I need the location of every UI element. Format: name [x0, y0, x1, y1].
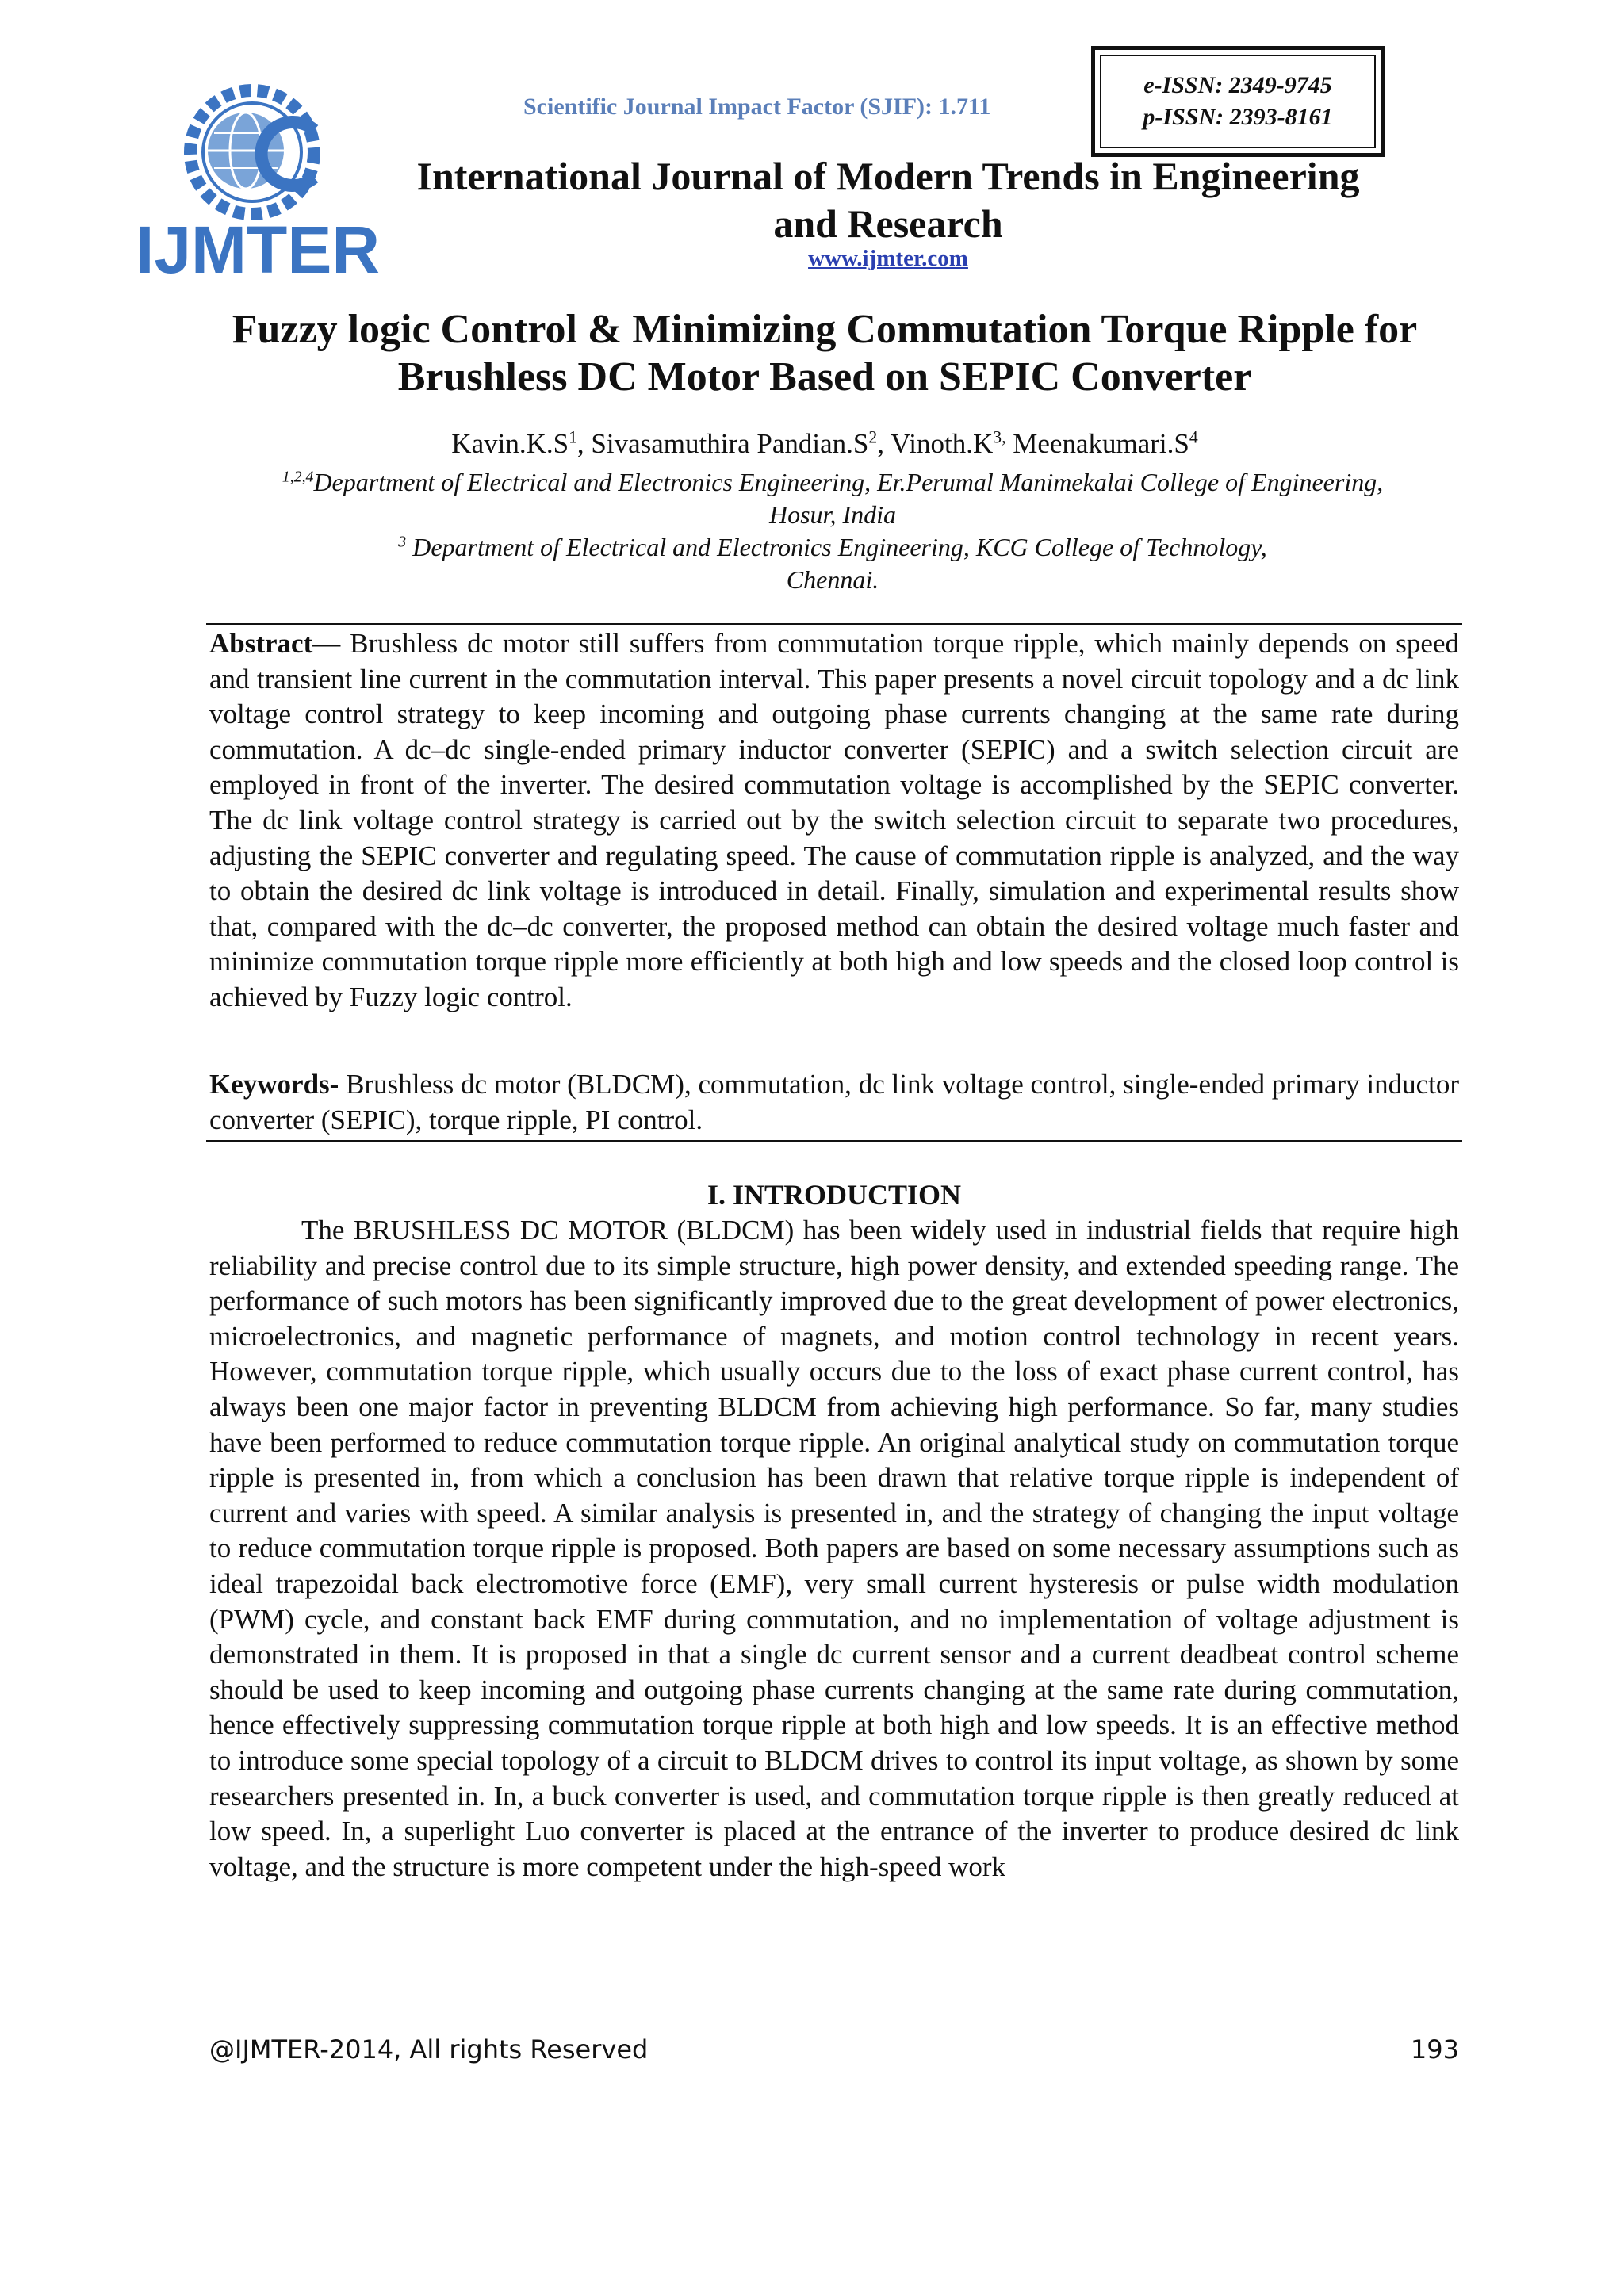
- eissn: e-ISSN: 2349-9745: [1143, 72, 1332, 98]
- journal-line-2: and Research: [773, 201, 1003, 246]
- affiliation-2-line-2: Chennai.: [786, 565, 879, 594]
- title-line-2: Brushless DC Motor Based on SEPIC Converter: [397, 354, 1252, 400]
- abstract-label: Abstract: [209, 628, 313, 659]
- copyright-footer: @IJMTER-2014, All rights Reserved: [209, 2034, 649, 2064]
- abstract-text: — Brushless dc motor still suffers from commutation torque ripple, which mainly depends on speed and transient line current in the commutation interval. This paper presents a novel circuit topology and a dc link voltage control strategy to keep incoming and outgoing phase currents changing at the same rate during commutation. A dc–dc single-ended primary inductor converter (SEPIC) and a switch selection circuit are employed in front of the inverter. The desired commutation voltage is accomplished by the SEPIC converter. The dc link voltage control strategy is carried out by the switch selection circuit to separate two procedures, adjusting the SEPIC converter and regulating speed. The cause of commutation ripple is analyzed, and the way to obtain the desired dc link voltage is introduced in detail. Finally, simulation and experimental results show that, compared with the dc–dc converter, the proposed method can obtain the desired voltage much faster and minimize commutation torque ripple more efficiently at both high and low speeds and the closed loop control is achieved by Fuzzy logic control.: [209, 628, 1459, 1012]
- impact-factor: Scientific Journal Impact Factor (SJIF): 1.711: [523, 94, 991, 120]
- page-number: 193: [1410, 2034, 1459, 2064]
- journal-url-link[interactable]: www.ijmter.com: [808, 246, 968, 271]
- title-line-1: Fuzzy logic Control & Minimizing Commutation Torque Ripple for: [232, 307, 1418, 352]
- author-sup: 1: [569, 427, 577, 447]
- issn-box: [1091, 46, 1385, 157]
- journal-name: [373, 152, 1404, 247]
- author-name: Sivasamuthira Pandian.S: [591, 428, 869, 459]
- introduction-paragraph: The BRUSHLESS DC MOTOR (BLDCM) has been widely used in industrial fields that require high reliability and precise control due to its simple structure, high power density, and extended speeding range. The performance of such motors has been significantly improved due to the great development of power electronics, microelectronics, and magnetic performance of magnets, and motion control technology in recent years. However, commutation torque ripple, which usually occurs due to the loss of exact phase current control, has always been one major factor in preventing BLDCM from achieving high performance. So far, many studies have been performed to reduce commutation torque ripple. An original analytical study on commutation torque ripple is presented in, from which a conclusion has been drawn that relative torque ripple is independent of current and varies with speed. A similar analysis is presented in, and the strategy of changing the input voltage to reduce commutation torque ripple is proposed. Both papers are based on some necessary assumptions such as ideal trapezoidal back electromotive force (EMF), very small current hysteresis or pulse width modulation (PWM) cycle, and constant back EMF during commutation, and no implementation of voltage adjustment is demonstrated in them. It is proposed in that a single dc current sensor and a current deadbeat control scheme should be used to keep incoming and outgoing phase currents changing at the same rate during commutation, hence effectively suppressing commutation torque ripple at both high and low speeds. It is an effective method to introduce some special topology of a circuit to BLDCM drives to control its input voltage, as shown by some researchers presented in. In, a buck converter is used, and commutation torque ripple is then greatly reduced at low speed. In, a superlight Luo converter is placed at the entrance of the inverter to produce desired dc link voltage, and the structure is more competent under the high-speed work: [209, 1215, 1459, 1882]
- author-sup: 2: [868, 427, 878, 447]
- affiliation-1-line-1: Department of Electrical and Electronics Engineering, Er.Perumal Manimekalai College of Engineering,: [313, 468, 1384, 496]
- affiliation-sup: 1,2,4: [282, 468, 314, 486]
- abstract-paragraph: [209, 626, 1459, 1016]
- top-divider: [206, 623, 1462, 625]
- paper-title: [190, 306, 1459, 401]
- journal-line-1: International Journal of Modern Trends in Engineering: [416, 154, 1360, 198]
- ijmter-logo: [135, 73, 381, 287]
- affiliations: [206, 466, 1459, 596]
- keywords-label: Keywords-: [209, 1069, 339, 1100]
- section-heading: I. INTRODUCTION: [707, 1179, 962, 1211]
- affiliation-sup: 3: [398, 533, 407, 551]
- affiliation-2-line-1: Department of Electrical and Electronics Engineering, KCG College of Technology,: [412, 533, 1267, 561]
- bottom-divider: [206, 1140, 1462, 1142]
- keywords-paragraph: [209, 1067, 1459, 1138]
- author-sup: 4: [1189, 427, 1198, 447]
- affiliation-1-line-2: Hosur, India: [768, 500, 896, 529]
- logo-text: IJMTER: [135, 212, 381, 287]
- pissn: p-ISSN: 2393-8161: [1143, 104, 1333, 130]
- author-name: Meenakumari.S: [1013, 428, 1189, 459]
- author-name: Kavin.K.S: [451, 428, 569, 459]
- author-list: $Kavin.K.S^1$, Sivasamuthira $Pandian.S^2$, $Vinoth.K^{3,}$ $Meenakumari.S^4$: [451, 427, 1198, 459]
- author-name: Vinoth.K: [891, 428, 994, 459]
- keywords-text: Brushless dc motor (BLDCM), commutation, dc link voltage control, single-ended primary inductor converter (SEPIC), torque ripple, PI control.: [209, 1069, 1459, 1135]
- author-sup: 3,: [993, 427, 1006, 447]
